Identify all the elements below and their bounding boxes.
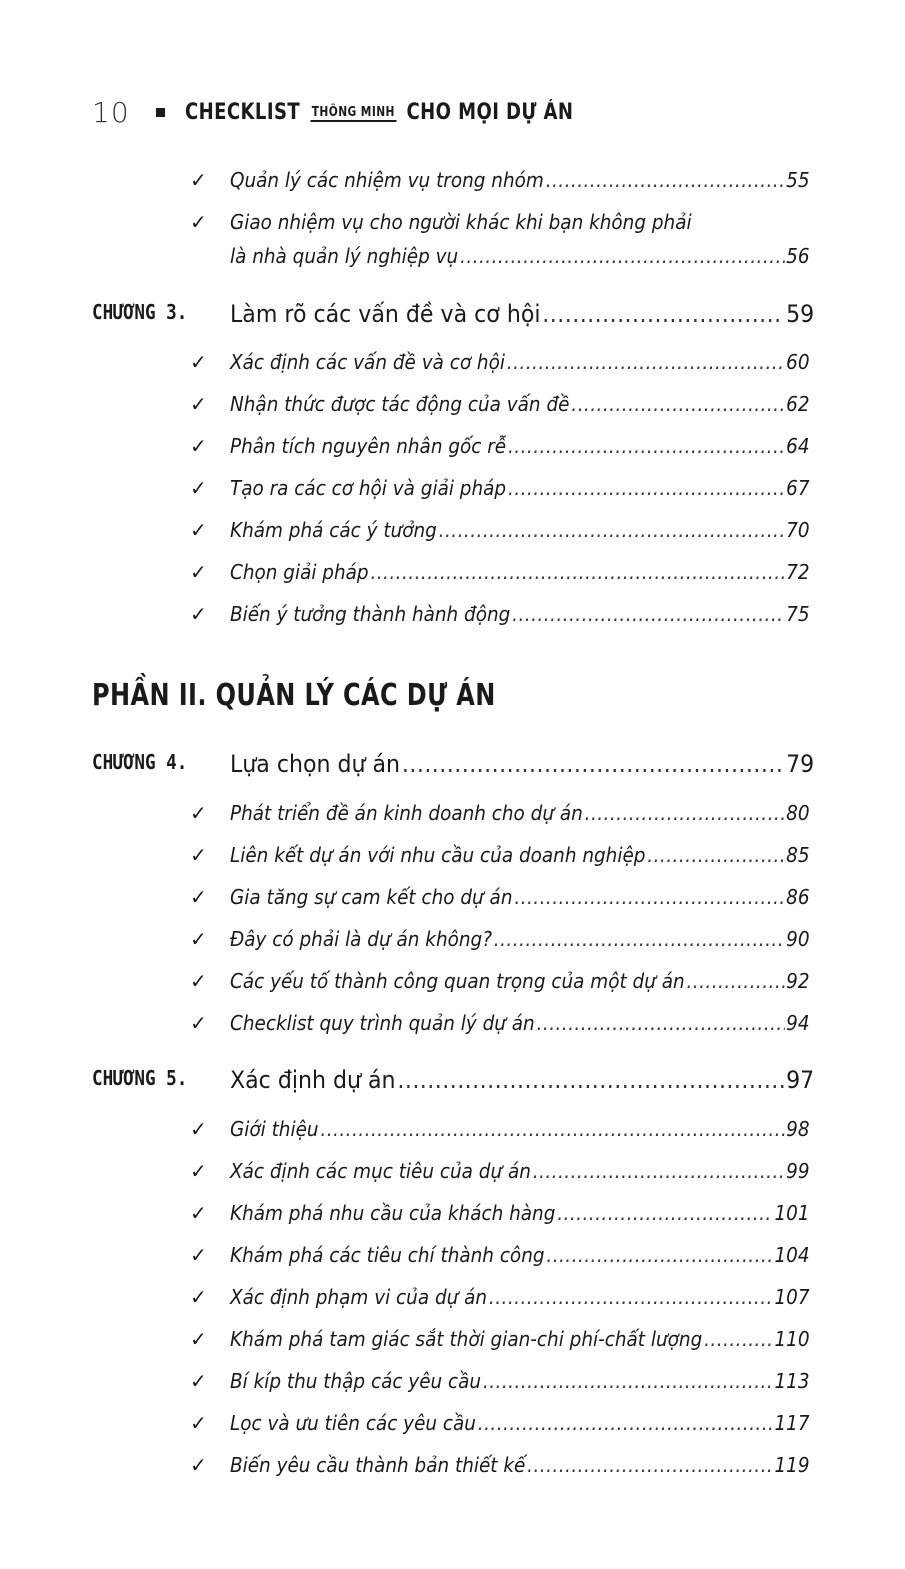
checkmark-icon: ✓ xyxy=(190,885,207,909)
checkmark-icon: ✓ xyxy=(190,1369,207,1393)
dot-leader xyxy=(647,843,784,867)
section-page: 113 xyxy=(774,1369,810,1393)
section-page: 110 xyxy=(774,1327,810,1351)
section-title: Giới thiệu xyxy=(230,1117,319,1141)
section-page: 98 xyxy=(786,1117,810,1141)
chapter-page: 59 xyxy=(786,300,815,328)
section-title: Chọn giải pháp xyxy=(230,560,369,584)
toc-section-entry[interactable] xyxy=(0,1201,905,1235)
section-title: Quản lý các nhiệm vụ trong nhóm xyxy=(230,168,544,192)
checkmark-icon: ✓ xyxy=(190,392,207,416)
section-title: Gia tăng sự cam kết cho dự án xyxy=(230,885,513,909)
section-page: 107 xyxy=(774,1285,810,1309)
section-page: 62 xyxy=(786,392,810,416)
toc-section-entry[interactable] xyxy=(0,801,905,835)
toc-section-entry[interactable] xyxy=(0,602,905,636)
dot-leader xyxy=(320,1117,784,1141)
dot-leader xyxy=(508,476,784,500)
toc-section-entry[interactable] xyxy=(0,168,905,202)
toc-section-entry[interactable] xyxy=(0,392,905,426)
section-title: Xác định các vấn đề và cơ hội xyxy=(230,350,505,374)
section-page: 72 xyxy=(786,560,810,584)
section-page: 60 xyxy=(786,350,810,374)
toc-section-entry[interactable] xyxy=(0,969,905,1003)
section-title: Các yếu tố thành công quan trọng của một dự án xyxy=(230,969,685,993)
section-title: Khám phá các ý tưởng xyxy=(230,518,437,542)
section-title: Phát triển đề án kinh doanh cho dự án xyxy=(230,801,583,825)
section-page: 101 xyxy=(774,1201,810,1225)
section-title: Phân tích nguyên nhân gốc rễ xyxy=(230,434,507,458)
section-title: Xác định phạm vi của dự án xyxy=(230,1285,488,1309)
chapter-title: Xác định dự án xyxy=(230,1066,396,1094)
section-title: là nhà quản lý nghiệp vụ xyxy=(230,244,459,268)
section-page: 86 xyxy=(786,885,810,909)
toc-section-entry[interactable] xyxy=(0,1369,905,1403)
section-page: 117 xyxy=(774,1411,810,1435)
dot-leader xyxy=(533,1159,785,1183)
dot-leader xyxy=(370,560,784,584)
chapter-label: CHƯƠNG 4. xyxy=(92,750,188,774)
checkmark-icon: ✓ xyxy=(190,1243,207,1267)
dot-leader xyxy=(585,801,785,825)
checkmark-icon: ✓ xyxy=(190,434,207,458)
section-page: 119 xyxy=(774,1453,810,1477)
dot-leader xyxy=(557,1201,772,1225)
toc-section-entry-continued[interactable] xyxy=(0,244,905,278)
part-heading: PHẦN II. QUẢN LÝ CÁC DỰ ÁN xyxy=(92,678,496,713)
checkmark-icon: ✓ xyxy=(190,969,207,993)
section-title: Xác định các mục tiêu của dự án xyxy=(230,1159,531,1183)
dot-leader xyxy=(542,300,784,328)
chapter-title: Làm rõ các vấn đề và cơ hội xyxy=(230,300,541,328)
checkmark-icon: ✓ xyxy=(190,1327,207,1351)
section-title: Liên kết dự án với nhu cầu của doanh nghiệp xyxy=(230,843,646,867)
dot-leader xyxy=(686,969,784,993)
section-title: Khám phá nhu cầu của khách hàng xyxy=(230,1201,556,1225)
dot-leader xyxy=(460,244,784,268)
checkmark-icon: ✓ xyxy=(190,1285,207,1309)
section-page: 70 xyxy=(786,518,810,542)
toc-section-entry[interactable] xyxy=(0,518,905,552)
toc-section-entry[interactable] xyxy=(0,1285,905,1319)
section-page: 55 xyxy=(786,168,810,192)
section-page: 90 xyxy=(786,927,810,951)
toc-section-entry[interactable] xyxy=(0,1117,905,1151)
toc-section-entry[interactable] xyxy=(0,1411,905,1445)
chapter-page: 97 xyxy=(786,1066,815,1094)
toc-section-entry[interactable] xyxy=(0,350,905,384)
book-title-part1: CHECKLIST xyxy=(184,99,300,125)
section-page: 94 xyxy=(786,1011,810,1035)
toc-chapter-3[interactable] xyxy=(0,300,905,334)
section-title-line1: Giao nhiệm vụ cho người khác khi bạn không phải xyxy=(230,210,692,234)
section-title: Biến ý tưởng thành hành động xyxy=(230,602,511,626)
checkmark-icon: ✓ xyxy=(190,1117,207,1141)
toc-section-entry[interactable] xyxy=(0,560,905,594)
chapter-label: CHƯƠNG 3. xyxy=(92,300,188,324)
checkmark-icon: ✓ xyxy=(190,1159,207,1183)
toc-section-entry[interactable] xyxy=(0,1159,905,1193)
section-page: 67 xyxy=(786,476,810,500)
section-title: Lọc và ưu tiên các yêu cầu xyxy=(230,1411,476,1435)
checkmark-icon: ✓ xyxy=(190,350,207,374)
book-title-part2: CHO MỌI DỰ ÁN xyxy=(406,99,574,125)
checkmark-icon: ✓ xyxy=(190,1011,207,1035)
running-header xyxy=(92,92,658,132)
dot-leader xyxy=(571,392,784,416)
checkmark-icon: ✓ xyxy=(190,843,207,867)
dot-leader xyxy=(546,168,785,192)
toc-chapter-4[interactable] xyxy=(0,750,905,784)
page-number: 10 xyxy=(92,95,130,129)
section-title: Khám phá các tiêu chí thành công xyxy=(230,1243,545,1267)
toc-section-entry[interactable] xyxy=(0,434,905,468)
section-page: 92 xyxy=(786,969,810,993)
dot-leader xyxy=(397,1066,784,1094)
section-page: 64 xyxy=(786,434,810,458)
dot-leader xyxy=(483,1369,773,1393)
toc-section-entry[interactable] xyxy=(0,1243,905,1277)
toc-section-entry[interactable] xyxy=(0,1453,905,1487)
dot-leader xyxy=(527,1453,772,1477)
section-page: 56 xyxy=(786,244,810,268)
toc-section-entry[interactable] xyxy=(0,210,905,244)
checkmark-icon: ✓ xyxy=(190,1411,207,1435)
chapter-label: CHƯƠNG 5. xyxy=(92,1066,188,1090)
checkmark-icon: ✓ xyxy=(190,801,207,825)
checkmark-icon: ✓ xyxy=(190,1201,207,1225)
section-page: 104 xyxy=(774,1243,810,1267)
dot-leader xyxy=(494,927,785,951)
checkmark-icon: ✓ xyxy=(190,168,207,192)
book-title xyxy=(185,100,573,125)
book-title-small: THÔNG MINH xyxy=(311,104,395,120)
dot-leader xyxy=(439,518,785,542)
section-title: Tạo ra các cơ hội và giải pháp xyxy=(230,476,507,500)
dot-leader xyxy=(489,1285,773,1309)
checkmark-icon: ✓ xyxy=(190,476,207,500)
toc-section-entry[interactable] xyxy=(0,1327,905,1361)
toc-section-entry[interactable] xyxy=(0,885,905,919)
dot-leader xyxy=(537,1011,785,1035)
checkmark-icon: ✓ xyxy=(190,1453,207,1477)
section-title: Khám phá tam giác sắt thời gian-chi phí-chất lượng xyxy=(230,1327,703,1351)
checkmark-icon: ✓ xyxy=(190,560,207,584)
dot-leader xyxy=(402,750,784,778)
section-title: Biến yêu cầu thành bản thiết kế xyxy=(230,1453,526,1477)
checkmark-icon: ✓ xyxy=(190,518,207,542)
section-page: 85 xyxy=(786,843,810,867)
checkmark-icon: ✓ xyxy=(190,927,207,951)
dot-leader xyxy=(507,350,785,374)
chapter-page: 79 xyxy=(786,750,815,778)
section-page: 99 xyxy=(786,1159,810,1183)
dot-leader xyxy=(512,602,784,626)
section-title: Nhận thức được tác động của vấn đề xyxy=(230,392,570,416)
toc-section-entry[interactable] xyxy=(0,476,905,510)
dot-leader xyxy=(478,1411,773,1435)
chapter-title: Lựa chọn dự án xyxy=(230,750,401,778)
dot-leader xyxy=(546,1243,772,1267)
toc-section-entry[interactable] xyxy=(0,927,905,961)
toc-section-entry[interactable] xyxy=(0,1011,905,1045)
square-bullet-icon xyxy=(156,108,165,117)
toc-chapter-5[interactable] xyxy=(0,1066,905,1100)
checkmark-icon: ✓ xyxy=(190,602,207,626)
dot-leader xyxy=(704,1327,773,1351)
section-title: Checklist quy trình quản lý dự án xyxy=(230,1011,535,1035)
section-page: 75 xyxy=(786,602,810,626)
section-title: Bí kíp thu thập các yêu cầu xyxy=(230,1369,482,1393)
dot-leader xyxy=(514,885,784,909)
dot-leader xyxy=(508,434,784,458)
section-title: Đây có phải là dự án không? xyxy=(230,927,492,951)
section-page: 80 xyxy=(786,801,810,825)
checkmark-icon: ✓ xyxy=(190,210,207,234)
toc-section-entry[interactable] xyxy=(0,843,905,877)
